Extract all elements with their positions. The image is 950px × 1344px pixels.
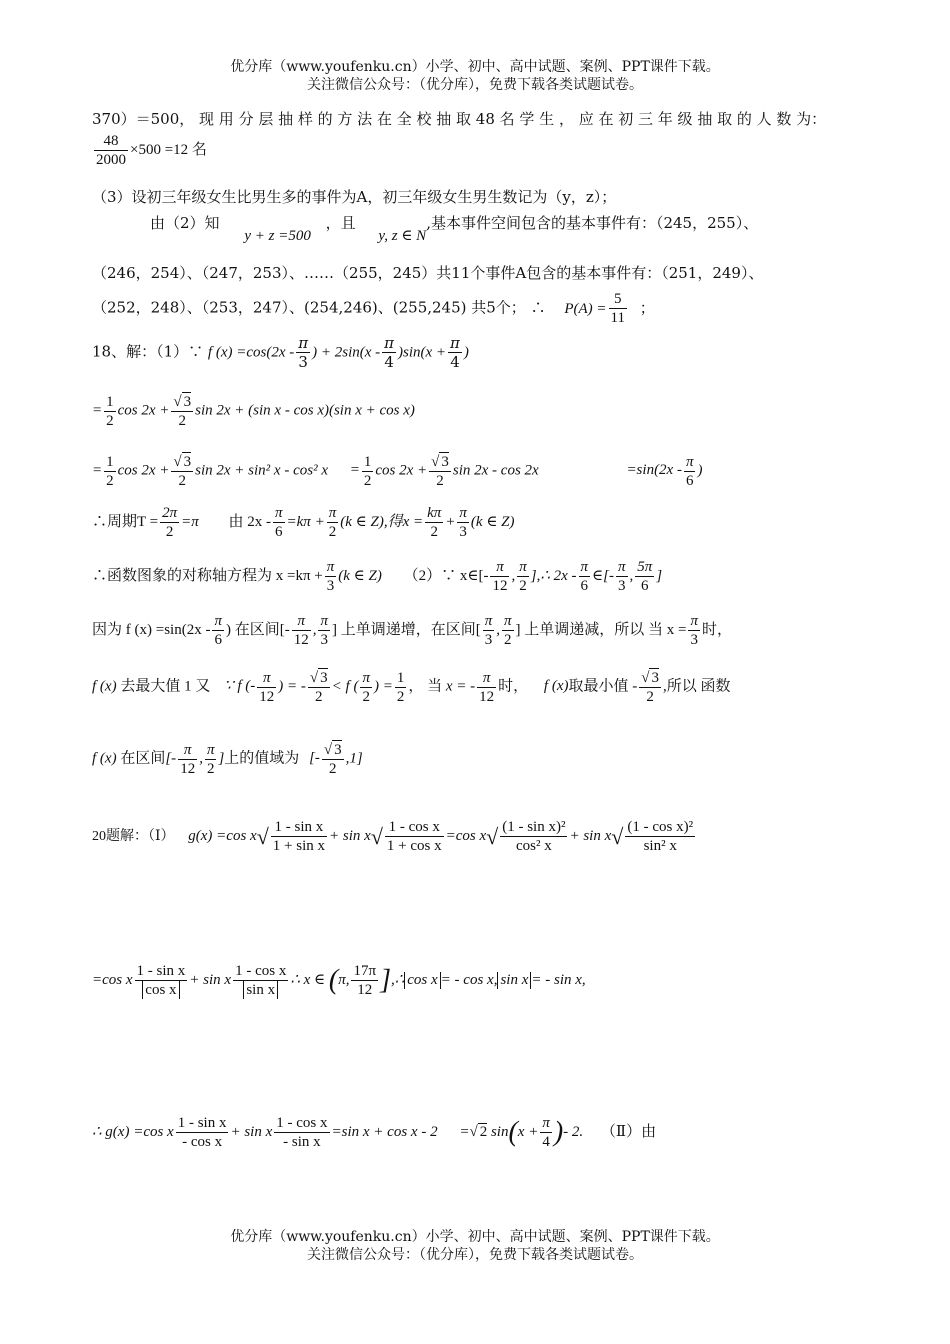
sqrt-3: 3 [651, 670, 659, 686]
den-2: 2 [646, 689, 654, 705]
den-12: 12 [479, 688, 495, 705]
p18-e3c: sin 2x + sin² x - cos² x [195, 462, 328, 479]
p18-e5a: ∴函数图象的对称轴方程为 x =kπ + [92, 567, 323, 584]
den-2: 2 [328, 524, 337, 540]
pi-num: π [519, 559, 527, 575]
bracket: [- [165, 750, 177, 767]
num-1: 1 [106, 393, 114, 410]
one-minus-sin: 1 - sin x [271, 818, 327, 837]
p18-e4c: 由 2x - [228, 513, 272, 530]
p18-e7c: ∵ f (- [224, 678, 256, 695]
p18-e6e: 时， [702, 621, 733, 638]
den-3: 3 [690, 632, 698, 648]
p18-e8g: ,1] [345, 750, 363, 767]
p18-e3g: =sin(2x - [626, 462, 682, 479]
p18-e6d: ] 上单调递减，所以 当 x = [515, 621, 687, 638]
comma: , [199, 750, 203, 767]
p18-e5f: ∈[- [592, 567, 614, 584]
p18-e7f: ) = [373, 678, 393, 695]
p17-line-6 [92, 290, 655, 327]
eq-sign: = [92, 402, 103, 419]
num-1: 1 [363, 453, 372, 470]
sqrt-3: 3 [320, 670, 328, 686]
p20-k1: ∴ g(x) =cos x [92, 1123, 174, 1140]
den-3: 3 [484, 632, 493, 648]
pi-num: π [214, 613, 222, 629]
p18-e6b: ) 在区间[- [225, 621, 290, 638]
p17-f1-den: 2000 [96, 152, 126, 168]
den-2: 2 [178, 413, 187, 429]
seventeen-pi: 17π [353, 963, 377, 979]
p17-l4c: ，且 [325, 214, 356, 232]
plus: + [445, 513, 456, 530]
p17-fraction-line [92, 132, 207, 169]
p18-e3e: cos 2x + [375, 462, 428, 479]
eq-sign: = [349, 462, 360, 479]
den-2: 2 [363, 472, 372, 489]
header-line-1: 优分库（www.youfenku.cn）小学、初中、高中试题、案例、PPT课件下载。 [230, 59, 720, 75]
p18-e6c: ] 上单调递增，在区间[ [331, 621, 481, 638]
p18-e7d: ) = - [278, 678, 306, 695]
p18-e2c: sin 2x + (sin x - cos x)(sin x + cos x) [195, 402, 415, 419]
pi-num: π [617, 559, 626, 575]
p17-l6-den: 11 [610, 310, 625, 326]
pi-num: π [690, 613, 698, 629]
den-2: 2 [106, 472, 114, 489]
pi-num: π [298, 334, 309, 352]
den-6: 6 [685, 472, 694, 489]
num-1: 1 [396, 669, 405, 686]
p18-e4b: =π [181, 513, 199, 530]
p18-line-3: = $\frac{1}{2}$ cos 2x + $\frac{√ 3}{2}$ sin 2x + sin² x - cos² x = $\frac{1}{2}$ cos 2x + $\frac{√ 3}{2}$ sin 2x - cos 2x =sin(2x - $\frac{\pi}{6}$ ) [92, 453, 703, 489]
k-pi: kπ [427, 505, 442, 521]
pi-num: π [328, 505, 337, 521]
sqrt-3: 3 [441, 454, 449, 470]
den-2: 2 [165, 524, 174, 540]
eq-sign: = [459, 1123, 470, 1140]
sqrt-3: 3 [183, 454, 192, 470]
p18-label: 18、解：（1）∵ [92, 342, 204, 361]
p20-k8: （Ⅱ）由 [600, 1123, 657, 1140]
p18-e7i: 时， [498, 678, 529, 695]
footer-line-1: 优分库（www.youfenku.cn）小学、初中、高中试题、案例、PPT课件下载。 [230, 1229, 720, 1245]
p20-h7: = - sin x, [531, 971, 586, 988]
pi-num: π [580, 559, 589, 575]
one-plus-sin: 1 + sin x [272, 838, 326, 854]
neg-sin: - sin x [283, 1134, 321, 1150]
comma: , [496, 621, 500, 638]
p18-e1: f (x) =cos(2x - [207, 344, 295, 361]
den-2: 2 [206, 760, 215, 777]
p20-h3: ∴ x ∈ [290, 971, 326, 988]
p18-e2b: cos 2x + [117, 402, 170, 419]
p18-line-8: f (x) 在区间[- $\frac{\pi}{12}$ , $\frac{\pi}{2}$ ]上的值域为 [- $\frac{√ 3}{2}$ ,1] [92, 741, 363, 777]
den-12: 12 [293, 632, 309, 648]
cos-sq: cos² x [515, 838, 552, 854]
p17-l4d: y, z ∈ N [378, 228, 427, 244]
p20-k7: - 2. [563, 1123, 584, 1140]
p20-g1: g(x) =cos x [188, 827, 257, 844]
p20-h4: π, [338, 971, 350, 988]
pi-num: π [320, 613, 328, 629]
one-minus-cos-sq: (1 - cos x)² [627, 819, 694, 835]
p18-e7g: ， 当 [408, 678, 443, 695]
p17-l6-num: 5 [609, 290, 627, 309]
pi-num: π [178, 741, 197, 760]
p20-label: 20题解：（Ⅰ） [92, 828, 175, 844]
p20-h5: ,∴ [390, 971, 405, 988]
one-minus-cos: 1 - cos x [235, 963, 287, 979]
p20-g1c: =cos x [445, 827, 487, 844]
one-plus-cos: 1 + cos x [386, 838, 442, 854]
den-2: 2 [106, 412, 114, 429]
minus: - [632, 678, 638, 695]
pi-num: π [292, 612, 311, 631]
pi-num: π [326, 559, 335, 575]
p20-line-2: =cos x $\frac{\text{1 - sin x}}{\text{cos x}}$ + sin x $\frac{\text{1 - cos x}}{\text{sin x}}$ ∴ x ∈ (π, $\frac{17\pi}{12}$ ],∴ cos x = - cos x, sin x = - sin x, [92, 963, 586, 998]
sin: sin [490, 1123, 509, 1140]
pi-num: π [450, 334, 460, 352]
one-minus-sin: 1 - sin x [136, 963, 186, 979]
den-6: 6 [275, 524, 283, 540]
five-pi: 5π [637, 559, 653, 575]
p20-h1: =cos x [92, 971, 133, 988]
p18-e4a: ∴周期T = [92, 513, 159, 530]
p20-line-3: ∴ g(x) =cos x $\frac{\text{1 - sin x}}{\text{- cos x}}$ + sin x $\frac{\text{1 - cos x}}{\text{- sin x}}$ =sin x + cos x - 2 =√ 2 sin(x + $\frac{\pi}{4}$ )- 2. （Ⅱ）由 [92, 1115, 657, 1150]
p18-e1b: ) + 2sin(x - [312, 344, 381, 361]
sin-sq: sin² x [643, 838, 677, 854]
pi-num: π [685, 453, 694, 470]
f-x: f (x) [543, 678, 569, 695]
den-2: 2 [519, 578, 527, 594]
den-2: 2 [430, 524, 438, 540]
header-line-2: 关注微信公众号：（优分库），免费下载各类试题试卷。 [307, 77, 643, 93]
p18-line-5 [92, 558, 662, 595]
pi-num: π [257, 669, 276, 688]
den-2: 2 [178, 473, 187, 489]
bracket: ] [218, 750, 225, 767]
p17-l4e: ,基本事件空间包含的基本事件有：（245，255）、 [426, 214, 759, 232]
pi-num: π [490, 558, 509, 577]
p18-line-4 [92, 504, 515, 541]
p18-e5b: (k ∈ Z) [338, 567, 382, 584]
abs-cos: cos x [142, 981, 179, 999]
p20-h2: + sin x [189, 971, 232, 988]
p18-e7b: 去最大值 1 又 [120, 678, 211, 695]
p17-line-1: 370）＝500， 现 用 分 层 抽 样 的 方 法 在 全 校 抽 取 48 名 学 生 ， 应 在 初 三 年 级 抽 取 的 人 数 为： [92, 110, 827, 128]
den-6: 6 [580, 578, 589, 594]
p20-k3: =sin x + cos x - 2 [331, 1123, 438, 1140]
den-12: 12 [492, 578, 508, 594]
p18-e7k: 取最小值 [568, 678, 629, 695]
bracket: [- [309, 750, 320, 767]
p20-line-1: 20题解：（Ⅰ） g(x) =cos x√ $\frac{\text{1 - sin x}}{\text{1 + sin x}}$ + sin x√ $\frac{\text{1 - cos x}}{\text{1 + cos x}}$ =cos x√ $\frac{\text{(1 - sin x)²}}{\text{cos² x}}$ + sin x√ $\frac{\text{(1 - cos x)²}}{\text{sin² x}}$ [92, 819, 694, 854]
den-4: 4 [450, 353, 460, 371]
num-1: 1 [106, 453, 114, 470]
den-2: 2 [315, 689, 323, 705]
den-6: 6 [214, 632, 222, 648]
p18-e6a: 因为 f (x) =sin(2x - [92, 621, 211, 638]
comma: , [511, 567, 516, 584]
one-minus-cos: 1 - cos x [385, 818, 444, 837]
p18-e8b: 在区间 [120, 750, 166, 767]
p17-line-5: （246，254）、（247，253）、……（255，245）共11个事件A包含的基本事件有：（251，249）、 [92, 264, 764, 282]
pi-num: π [542, 1115, 550, 1131]
p18-e1c: )sin(x + [398, 344, 447, 361]
den-2: 2 [504, 632, 512, 648]
den-4: 4 [384, 353, 394, 371]
p18-line-7: f (x) 去最大值 1 又 ∵ f (- $\frac{\pi}{12}$ ) = - $\frac{√ 3}{2}$ < f ( $\frac{\pi}{2}$ ) = $\frac{1}{2}$ ， 当 x = - $\frac{\pi}{12}$ 时， f (x)取最小值 - $\frac{√ 3}{2}$ ,所以 函数 [92, 669, 731, 705]
den-2: 2 [436, 473, 444, 489]
den-12: 12 [259, 688, 275, 705]
pi-num: π [504, 613, 512, 629]
pi-num: π [362, 669, 370, 686]
abs-cos: cos x [404, 972, 440, 989]
neg-cos: - cos x [182, 1134, 223, 1150]
sqrt-3: 3 [334, 742, 342, 758]
p18-e4g: (k ∈ Z) [470, 513, 515, 530]
den-3: 3 [298, 353, 308, 371]
p18-e5c: （2）∵ x∈[- [403, 567, 489, 584]
den-6: 6 [641, 578, 649, 594]
den-3: 3 [459, 524, 467, 540]
p17-l6b: P(A) = [564, 300, 607, 317]
comma: , [629, 567, 634, 584]
p20-k6: x + [517, 1123, 539, 1140]
pi-num: π [384, 334, 395, 352]
sqrt-2: 2 [479, 1123, 488, 1140]
p18-line-6 [92, 612, 732, 649]
eq-sign: = [92, 462, 103, 479]
p18-e4d: =kπ + [286, 513, 325, 530]
pi-num: π [459, 505, 467, 521]
abs-sin: sin x [243, 981, 278, 999]
p18-e5e: ],∴ 2x - [530, 567, 577, 584]
footer-line-2: 关注微信公众号：（优分库），免费下载各类试题试卷。 [307, 1247, 643, 1263]
f-x: f (x) [92, 678, 117, 695]
one-minus-sin: 1 - sin x [177, 1115, 227, 1131]
pi-num: π [275, 505, 283, 521]
p18-e3f: sin 2x - cos 2x [452, 462, 539, 479]
den-2: 2 [362, 688, 370, 705]
bracket: ] [656, 567, 663, 584]
sqrt-3: 3 [183, 394, 192, 410]
p20-g1d: + sin x [569, 827, 612, 844]
p17-line-3: （3）设初三年级女生比男生多的事件为A，初三年级女生男生数记为（y，z）； [92, 188, 617, 206]
p17-l6a: （252，248）、（253，247）、(254,246)、(255,245) 共5个； ∴ [92, 298, 546, 317]
pi-num: π [484, 613, 493, 629]
p17-line-4 [150, 212, 759, 244]
p18-e4e: (k ∈ Z),得x = [340, 513, 424, 530]
p20-h6: = - cos x, [440, 971, 498, 988]
p18-e3h: ) [697, 462, 703, 479]
den-12: 12 [180, 760, 196, 777]
p18-e3b: cos 2x + [117, 462, 170, 479]
p18-e1d: ) [463, 344, 469, 361]
p17-f1-rest: ×500 =12 名 [130, 141, 207, 158]
p18-line-2: = $\frac{1}{2}$ cos 2x + $\frac{√ 3}{2}$ sin 2x + (sin x - cos x)(sin x + cos x) [92, 393, 415, 429]
p17-f1-num: 48 [94, 132, 128, 151]
two-pi: 2π [162, 505, 178, 521]
p18-e8e: 上的值域为 [224, 750, 300, 767]
p18-line-1 [92, 334, 469, 371]
p18-e7e: < f ( [331, 678, 359, 695]
p17-l6c: ； [639, 298, 655, 317]
abs-sin: sin x [497, 972, 531, 989]
p17-l4a: 由（2）知 [150, 214, 220, 232]
p20-g1b: + sin x [329, 827, 371, 844]
one-minus-cos: 1 - cos x [276, 1115, 328, 1131]
p18-e7h: x = - [445, 678, 476, 695]
comma: , [312, 621, 317, 638]
pi-num: π [206, 741, 215, 758]
p20-k2: + sin x [230, 1123, 273, 1140]
den-3: 3 [617, 578, 626, 594]
p17-l4b: y + z =500 [244, 228, 311, 244]
den-2: 2 [396, 688, 405, 705]
den-2: 2 [329, 761, 337, 777]
f-x: f (x) [92, 750, 117, 767]
den-3: 3 [320, 632, 328, 648]
one-minus-sin-sq: (1 - sin x)² [502, 819, 566, 835]
den-3: 3 [326, 578, 335, 594]
pi-num: π [477, 669, 496, 688]
den-4: 4 [542, 1134, 550, 1150]
den-12: 12 [357, 982, 373, 998]
p18-e7m: ,所以 函数 [662, 678, 731, 695]
